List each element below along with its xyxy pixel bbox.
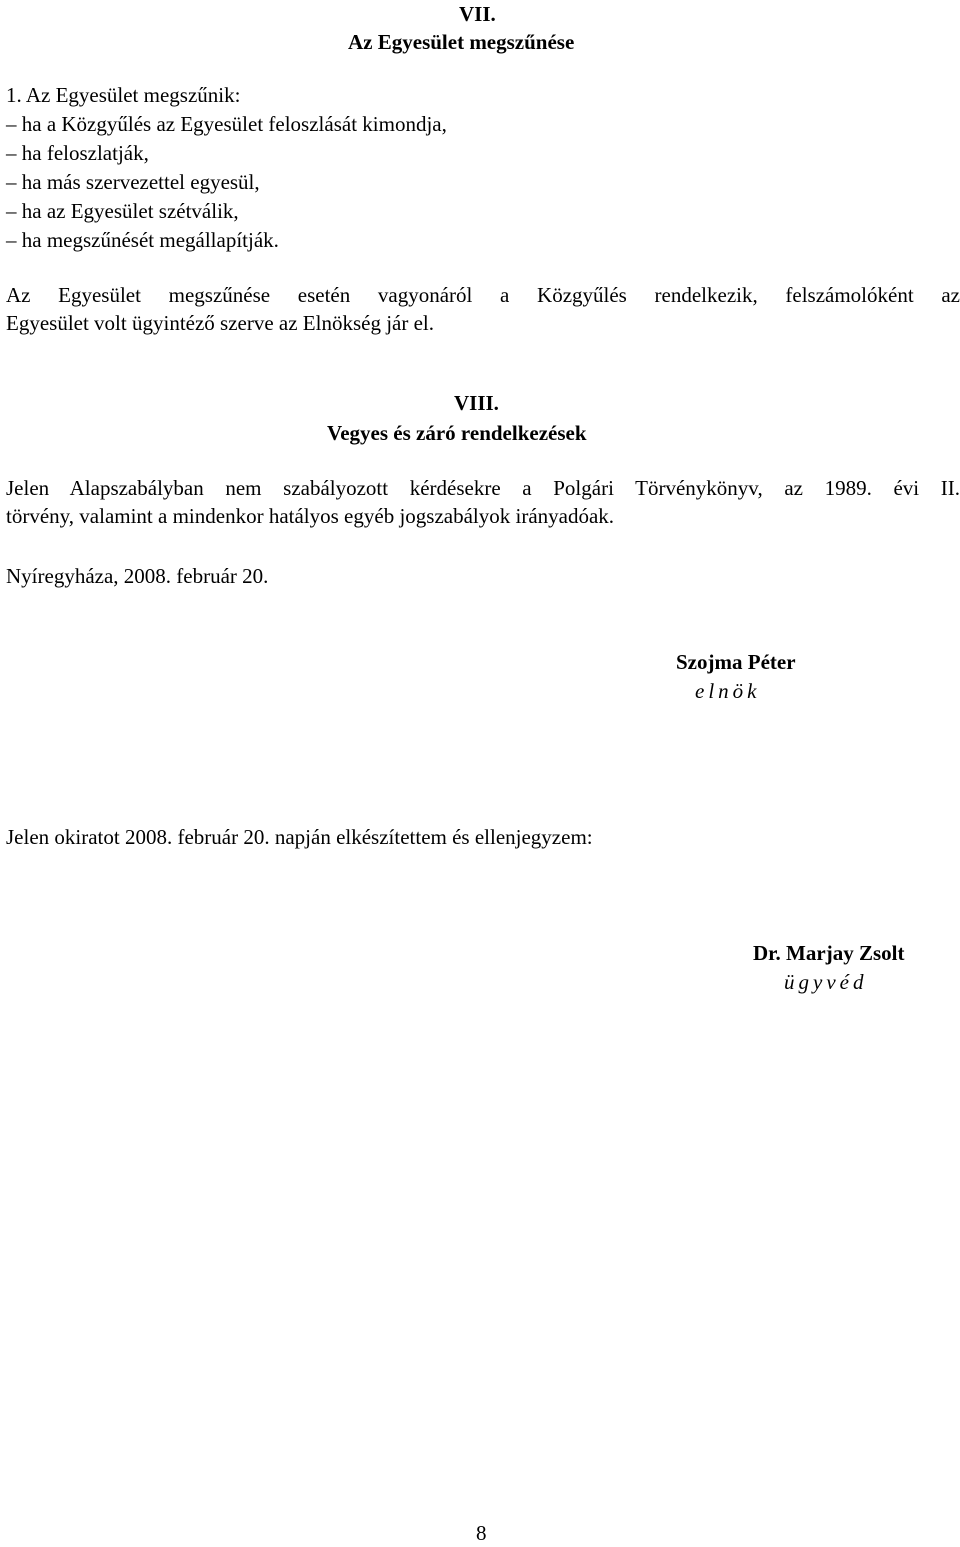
list-item: – ha más szervezettel egyesül,	[6, 170, 260, 194]
paragraph-line: Egyesület volt ügyintéző szerve az Elnökség jár el.	[6, 311, 435, 335]
signer-name: Szojma Péter	[676, 650, 796, 674]
paragraph-line: Az Egyesület megszűnése esetén vagyonáról a Közgyűlés rendelkezik, felszámolóként az	[6, 283, 960, 307]
list-item: – ha megszűnését megállapítják.	[6, 228, 279, 252]
signer-role: elnök	[695, 679, 761, 703]
section-7-number: VII.	[459, 2, 496, 26]
list-item: – ha a Közgyűlés az Egyesület feloszlását kimondja,	[6, 112, 447, 136]
dissolution-paragraph	[6, 281, 960, 337]
lawyer-name: Dr. Marjay Zsolt	[753, 941, 905, 965]
section-8-title: Vegyes és záró rendelkezések	[327, 421, 587, 445]
section-8-number: VIII.	[454, 391, 499, 415]
list-item: – ha az Egyesület szétválik,	[6, 199, 239, 223]
lawyer-role: ügyvéd	[784, 970, 868, 994]
page-number: 8	[476, 1521, 487, 1545]
list-intro: 1. Az Egyesület megszűnik:	[6, 83, 241, 107]
list-item: – ha feloszlatják,	[6, 141, 149, 165]
paragraph-line: Jelen Alapszabályban nem szabályozott kérdésekre a Polgári Törvénykönyv, az 1989. évi II.	[6, 476, 960, 500]
certification-text: Jelen okiratot 2008. február 20. napján elkészítettem és ellenjegyzem:	[6, 825, 593, 849]
section-7-title: Az Egyesület megszűnése	[348, 30, 575, 54]
paragraph-line: törvény, valamint a mindenkor hatályos egyéb jogszabályok irányadóak.	[6, 504, 615, 528]
final-provisions-paragraph	[6, 474, 960, 530]
place-date: Nyíregyháza, 2008. február 20.	[6, 564, 269, 588]
